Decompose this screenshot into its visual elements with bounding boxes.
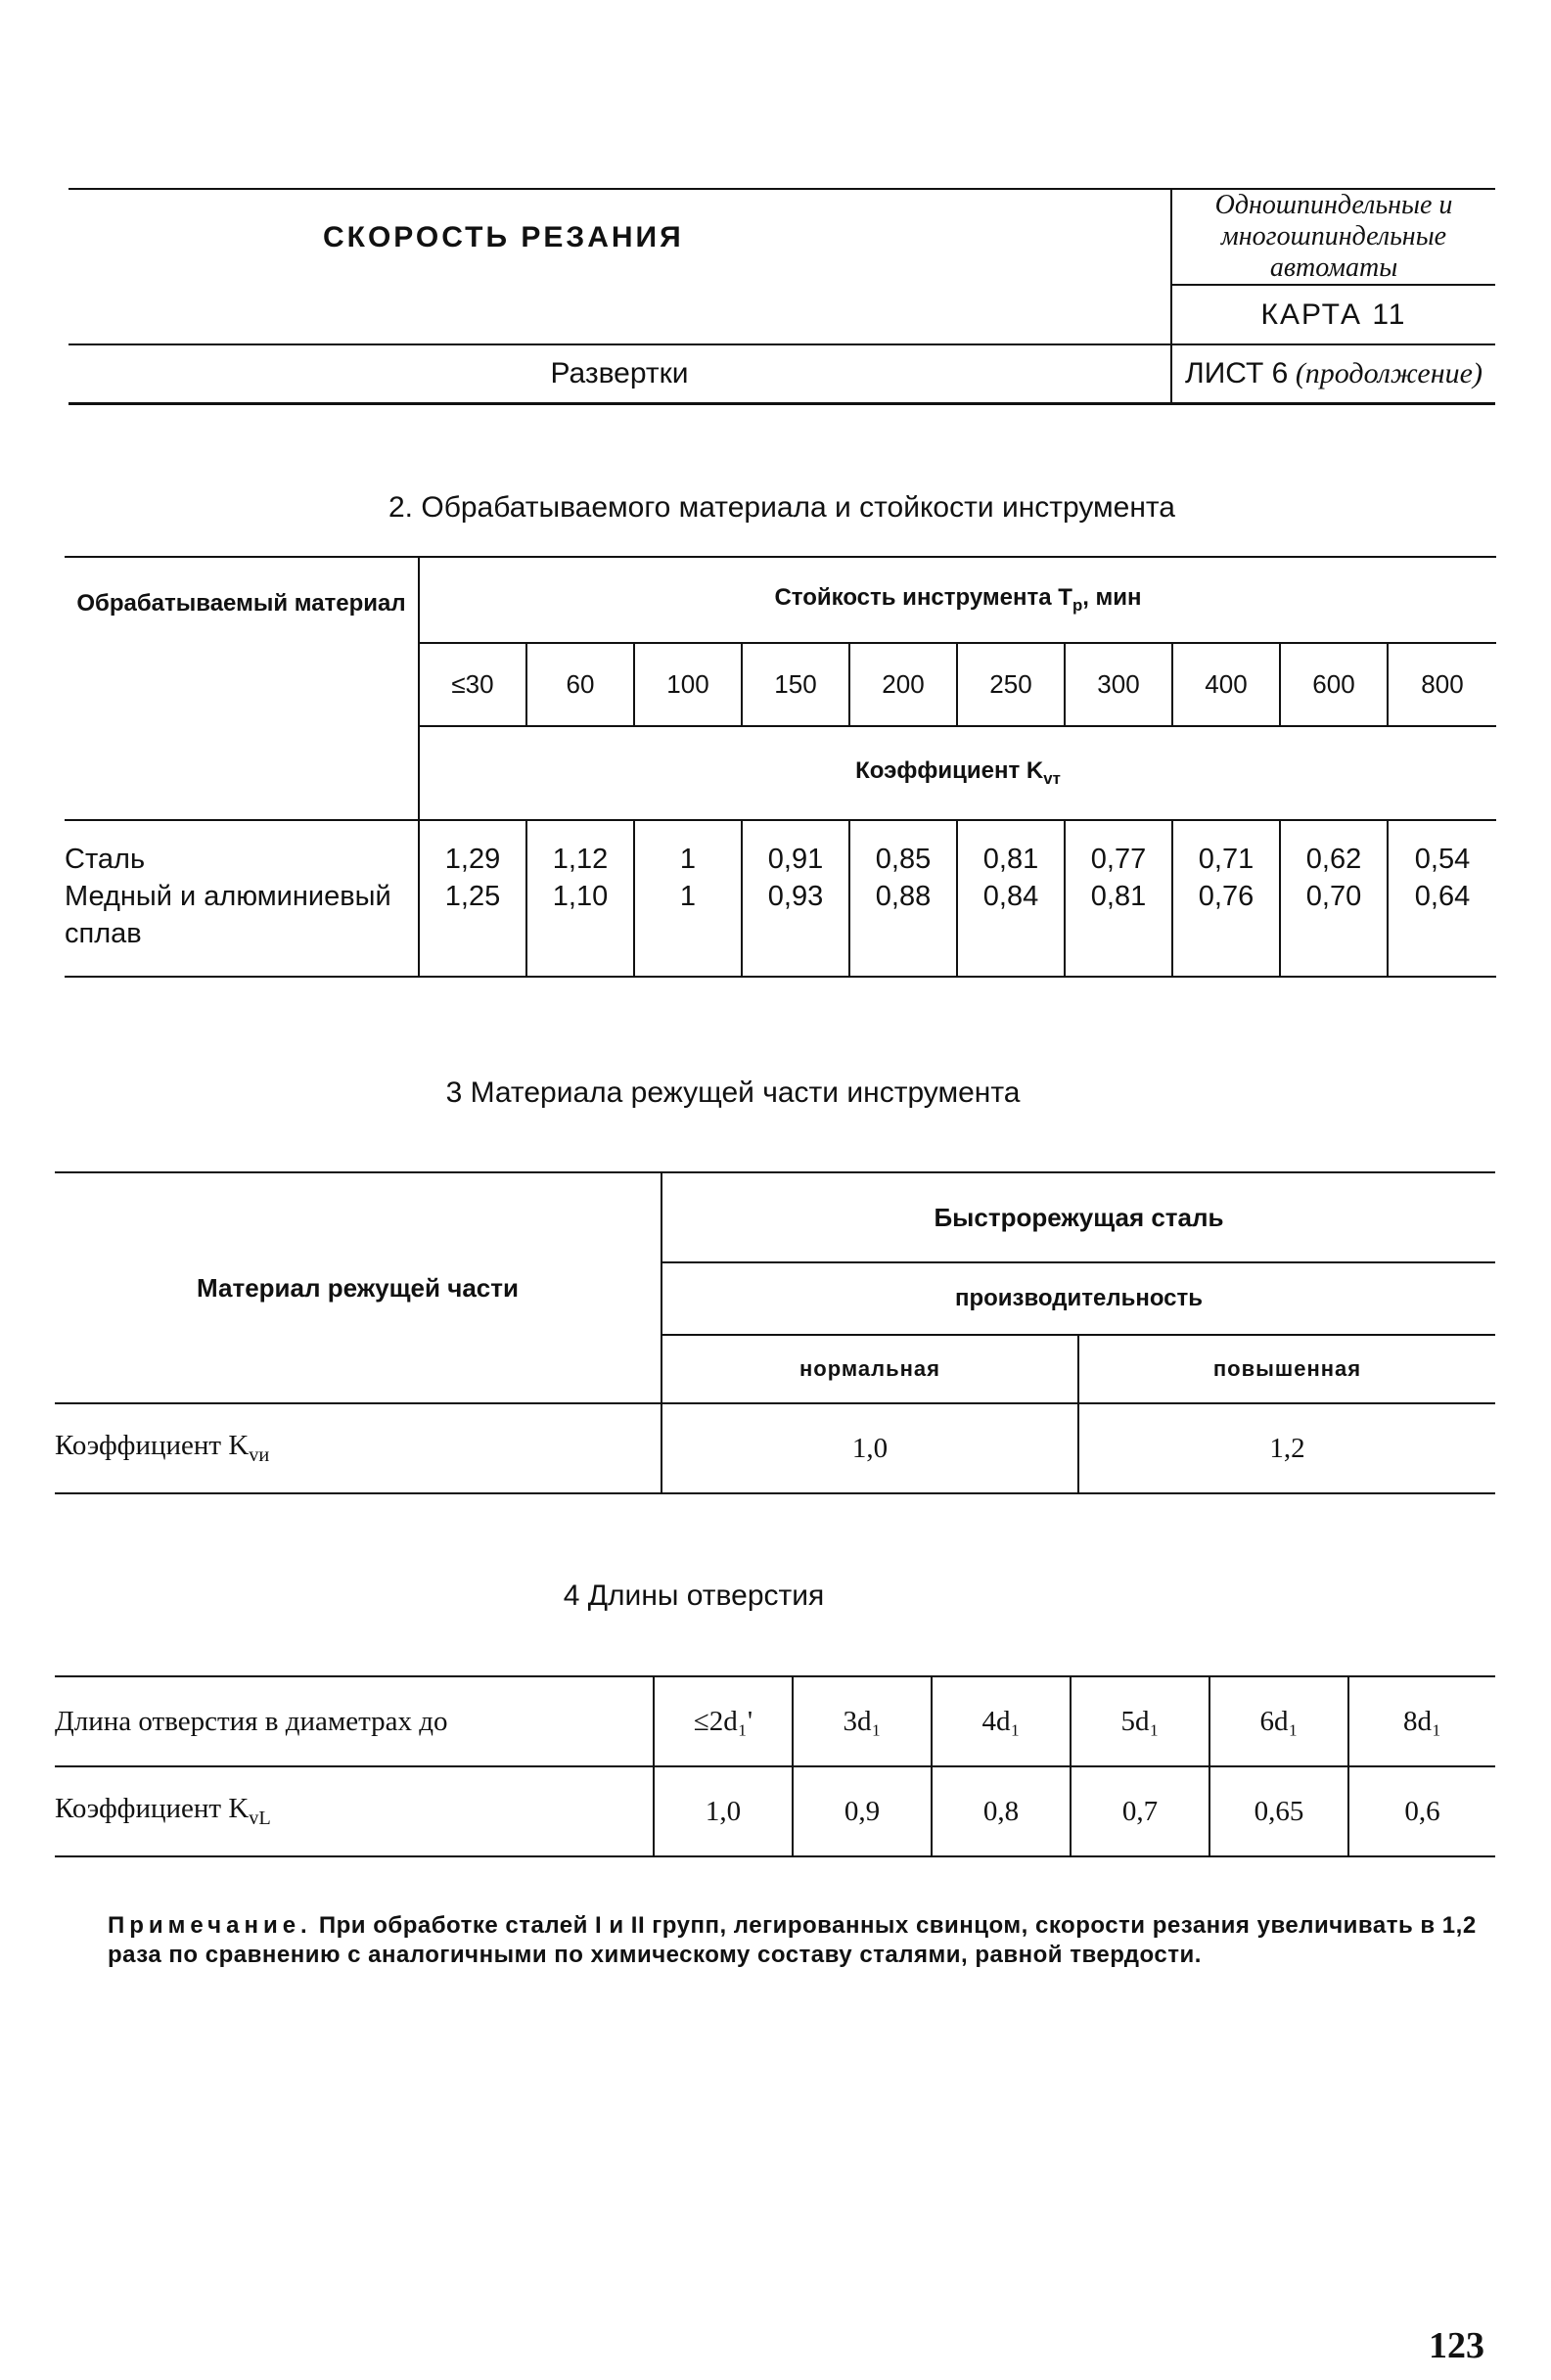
- header-sheet-note: (продолжение): [1295, 356, 1483, 389]
- coef-value: 0,70: [1305, 881, 1362, 912]
- coef-value: 0,64: [1414, 881, 1471, 912]
- coef-kvi-increased: 1,2: [1078, 1403, 1495, 1493]
- tool-life-value: 400: [1172, 643, 1280, 726]
- tool-life-value: 100: [634, 643, 742, 726]
- tool-life-value: 200: [849, 643, 957, 726]
- material-names-cell: [65, 820, 419, 977]
- tool-life-table: [65, 556, 1496, 978]
- hole-length-value: 5d₁: [1071, 1676, 1209, 1766]
- coef-value: 0,91: [767, 844, 824, 875]
- header-table: [68, 188, 1495, 405]
- coef-kvt-header: [419, 726, 1496, 820]
- coef-value: 0,88: [875, 881, 932, 912]
- coef-kvl-sub: vL: [249, 1807, 271, 1829]
- material-name: Сталь: [65, 844, 146, 875]
- hole-length-value: 6d₁: [1209, 1676, 1348, 1766]
- coef-value: 0,54: [1414, 844, 1471, 875]
- material-column-header: Обрабатываемый материал: [65, 557, 419, 820]
- coef-kvi-sub: vи: [249, 1443, 270, 1466]
- productivity-header: производительность: [661, 1262, 1495, 1335]
- normal-header: нормальная: [661, 1335, 1078, 1403]
- coef-kvl-value: 1,0: [654, 1766, 793, 1856]
- coef-value: 1: [679, 844, 697, 875]
- coef-cell: [634, 820, 742, 977]
- coef-value: 0,62: [1305, 844, 1362, 875]
- tool-life-value: 800: [1388, 643, 1496, 726]
- cutting-material-header: Материал режущей части: [55, 1172, 661, 1403]
- section2-heading: 2. Обрабатываемого материала и стойкости инструмента: [388, 491, 1175, 524]
- hole-length-table: [55, 1675, 1495, 1857]
- coef-cell: [1280, 820, 1388, 977]
- coef-kvi-label: Коэффициент K: [55, 1430, 250, 1462]
- header-operation: Развертки: [68, 344, 1171, 403]
- header-sheet: ЛИСТ 6: [1185, 356, 1289, 389]
- header-sheet-cell: [1171, 344, 1495, 403]
- coef-kvl-value: 0,6: [1348, 1766, 1495, 1856]
- section4-heading: 4 Длины отверстия: [563, 1579, 825, 1612]
- coef-kvl-value: 0,7: [1071, 1766, 1209, 1856]
- hole-length-value: ≤2d₁': [654, 1676, 793, 1766]
- coef-value: 0,81: [982, 844, 1039, 875]
- coef-cell: [1388, 820, 1496, 977]
- hole-length-value: 8d₁: [1348, 1676, 1495, 1766]
- tool-life-value: 250: [957, 643, 1065, 726]
- coef-cell: [1065, 820, 1172, 977]
- tool-life-label: Стойкость инструмента T: [774, 584, 1072, 612]
- tool-life-sub: p: [1072, 595, 1083, 615]
- coef-value: 0,85: [875, 844, 932, 875]
- coef-kvi-label-cell: [55, 1403, 661, 1493]
- coef-value: 1,10: [552, 881, 609, 912]
- footnote: [108, 1911, 1495, 1970]
- hole-length-value: 4d₁: [932, 1676, 1071, 1766]
- section3-heading: 3 Материала режущей части инструмента: [445, 1076, 1021, 1109]
- coef-value: 0,81: [1090, 881, 1147, 912]
- coef-kvl-label: Коэффициент K: [55, 1793, 250, 1825]
- tool-life-value: 60: [526, 643, 634, 726]
- footnote-text: При обработке сталей I и II групп, легированных свинцом, скорости резания увеличивать в 1,2 раза по сравнению с аналогичными по химическому составу сталями, равной твердости.: [108, 1912, 1477, 1968]
- hole-length-label: Длина отверстия в диаметрах до: [55, 1676, 654, 1766]
- coef-kvl-value: 0,9: [793, 1766, 932, 1856]
- increased-header: повышенная: [1078, 1335, 1495, 1403]
- coef-cell: [419, 820, 526, 977]
- coef-kvt-sub: vт: [1043, 768, 1061, 788]
- tool-life-value: 600: [1280, 643, 1388, 726]
- coef-cell: [1172, 820, 1280, 977]
- coef-value: 1,25: [444, 881, 501, 912]
- tool-life-header: [419, 557, 1496, 643]
- tool-life-unit: , мин: [1082, 584, 1142, 612]
- header-empty-cell: [68, 285, 1171, 344]
- coef-kvl-label-cell: [55, 1766, 654, 1856]
- coef-cell: [957, 820, 1065, 977]
- coef-value: 0,77: [1090, 844, 1147, 875]
- coef-cell: [742, 820, 849, 977]
- cutting-material-table: [55, 1171, 1495, 1494]
- header-title-cell: [68, 189, 1171, 285]
- material-name: Медный и алюминиевый сплав: [65, 881, 391, 949]
- coef-value: 1,12: [552, 844, 609, 875]
- page-number: 123: [1429, 2325, 1484, 2366]
- coef-kvt-label: Коэффициент K: [855, 757, 1044, 785]
- header-machine-type: Одношпиндельные и многошпиндельные автоматы: [1171, 189, 1495, 285]
- coef-value: 0,76: [1198, 881, 1254, 912]
- coef-value: 1,29: [444, 844, 501, 875]
- coef-kvi-normal: 1,0: [661, 1403, 1078, 1493]
- coef-cell: [526, 820, 634, 977]
- header-title: СКОРОСТЬ РЕЗАНИЯ: [323, 220, 684, 253]
- header-card: КАРТА 11: [1171, 285, 1495, 344]
- coef-value: 1: [679, 881, 697, 912]
- hole-length-value: 3d₁: [793, 1676, 932, 1766]
- coef-kvl-value: 0,65: [1209, 1766, 1348, 1856]
- footnote-label: Примечание.: [108, 1912, 312, 1939]
- hss-header: Быстрорежущая сталь: [661, 1172, 1495, 1262]
- coef-value: 0,71: [1198, 844, 1254, 875]
- coef-value: 0,93: [767, 881, 824, 912]
- coef-value: 0,84: [982, 881, 1039, 912]
- tool-life-value: ≤30: [419, 643, 526, 726]
- tool-life-value: 300: [1065, 643, 1172, 726]
- tool-life-value: 150: [742, 643, 849, 726]
- coef-cell: [849, 820, 957, 977]
- coef-kvl-value: 0,8: [932, 1766, 1071, 1856]
